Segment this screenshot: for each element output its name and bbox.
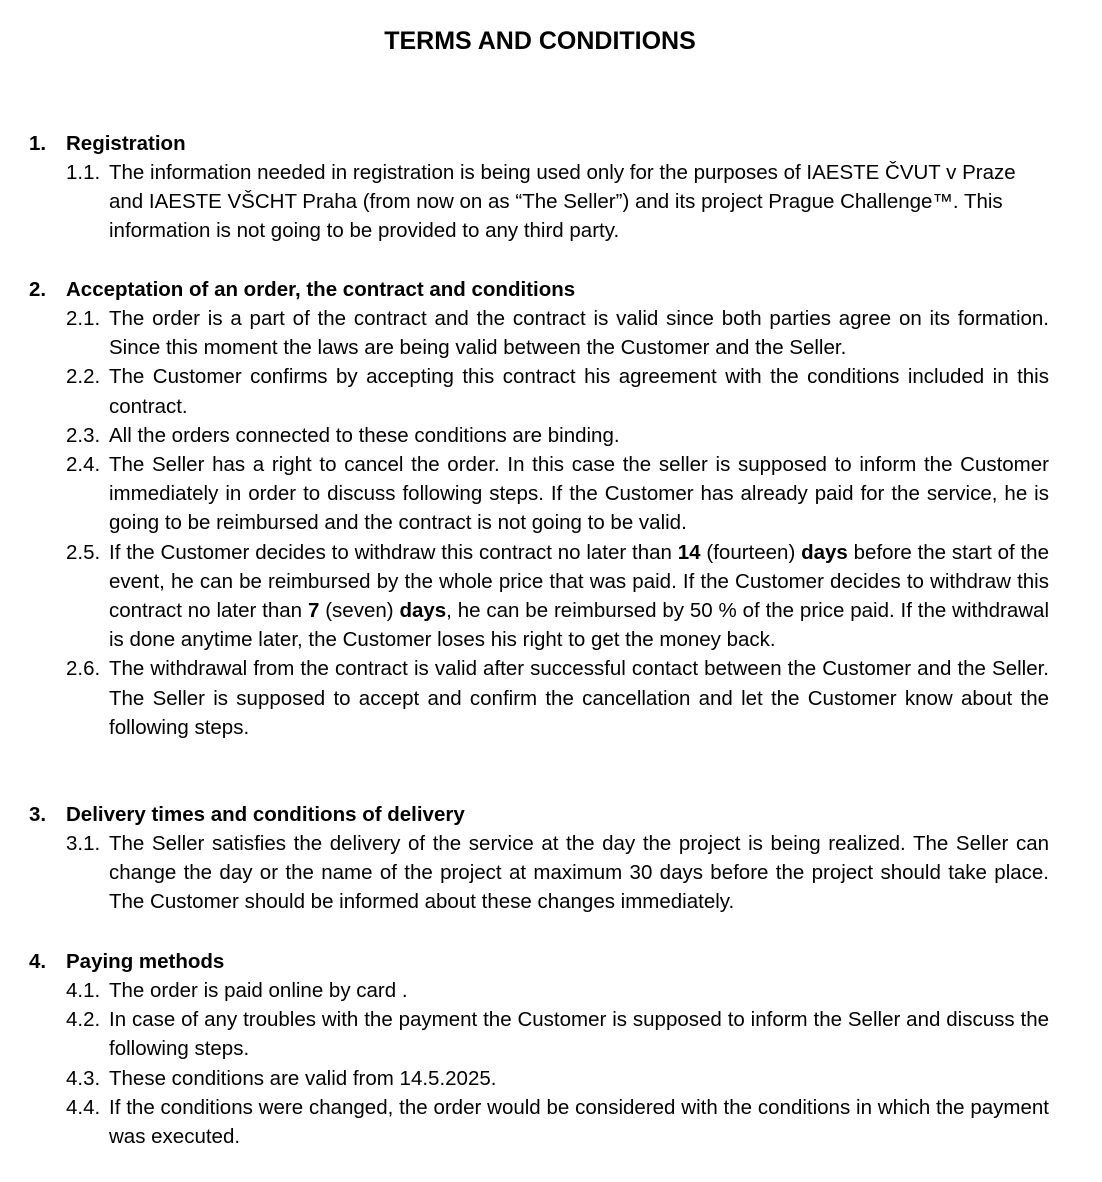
section-title: Paying methods (66, 950, 225, 973)
clause-number: 2.4. (66, 453, 101, 477)
clause (0, 1005, 1049, 1063)
clause-number: 2.2. (66, 365, 101, 389)
section-registration (0, 129, 1102, 246)
section-acceptation (0, 275, 1102, 742)
clause-number: 4.2. (66, 1008, 101, 1032)
clause (0, 158, 1049, 246)
section-number: 3. (29, 803, 47, 826)
section-title: Delivery times and conditions of delivery (66, 803, 465, 826)
clause-segment: , he can be reimbursed by 50 % of the price paid. If the withdrawal is done anytime later, the Customer loses his right to get the money back. (109, 599, 1049, 652)
clause (0, 421, 1049, 450)
clause-number: 2.5. (66, 540, 101, 564)
section-heading (0, 800, 1102, 829)
page-title: TERMS AND CONDITIONS (384, 27, 696, 55)
section-paying-methods (0, 947, 1102, 1151)
clause (0, 1064, 1049, 1093)
clause-text: The Seller satisfies the delivery of the service at the day the project is being realized. The Seller can change the day or the name of the project at maximum 30 days before the project should take place. The Customer should be informed about these changes immediately. (109, 832, 1049, 914)
clause (0, 362, 1049, 420)
clause-segment-bold: days (801, 540, 848, 564)
clause-segment: (fourteen) (700, 540, 802, 564)
clause-segment-bold: days (399, 599, 447, 623)
clause-text: The order is paid online by card . (109, 979, 408, 1002)
clause-segment: If the Customer decides to withdraw this contract no later than (109, 540, 678, 564)
section-heading (0, 947, 1102, 976)
clause-number: 1.1. (66, 161, 101, 184)
clause-segment: (seven) (319, 599, 400, 623)
clause-text: If the conditions were changed, the order would be considered with the conditions in which the payment was executed. (109, 1095, 1049, 1149)
clause-text: In case of any troubles with the payment the Customer is supposed to inform the Seller and discuss the following steps. (109, 1008, 1049, 1061)
section-number: 2. (29, 278, 47, 301)
section-title: Registration (66, 132, 186, 155)
clause-text: The information needed in registration is being used only for the purposes of IAESTE ČVUT v Praze and IAESTE VŠCHT Praha (from now on as “The Seller”) and its project Prague Challenge™. This information is not going to be provided to any third party. (109, 161, 1016, 243)
section-delivery (0, 800, 1102, 917)
clause-text: The Seller has a right to cancel the order. In this case the seller is supposed to inform the Customer immediately in order to discuss following steps. If the Customer has already paid for the service, he is going to be reimbursed and the contract is not going to be valid. (109, 453, 1049, 535)
clause-text: All the orders connected to these conditions are binding. (109, 423, 620, 447)
clause (0, 976, 1049, 1005)
clause (0, 304, 1049, 362)
clause-text: The withdrawal from the contract is valid after successful contact between the Customer and the Seller. The Seller is supposed to accept and confirm the cancellation and let the Customer know about the following steps. (109, 657, 1049, 739)
clause-number: 4.4. (66, 1095, 101, 1119)
section-heading (0, 275, 1102, 304)
section-number: 4. (29, 950, 47, 973)
clause-segment-bold: 14 (677, 540, 701, 564)
clause (0, 538, 1049, 655)
clause-segment: before the start of the event, he can be reimbursed by the whole price that was paid. If the Customer decides to withdraw this contract no later than (109, 540, 1049, 623)
section-number: 1. (29, 132, 47, 155)
clause-number: 2.6. (66, 657, 101, 681)
clause (0, 654, 1049, 742)
clause (0, 450, 1049, 538)
clause-text: These conditions are valid from 14.5.2025. (109, 1066, 497, 1090)
clause-number: 4.1. (66, 979, 101, 1002)
clause-text: The Customer confirms by accepting this contract his agreement with the conditions included in this contract. (109, 365, 1049, 418)
clause-text-rich (109, 538, 1049, 655)
clause-text: The order is a part of the contract and the contract is valid since both parties agree on its formation. Since this moment the laws are being valid between the Customer and the Seller. (109, 307, 1049, 360)
section-title: Acceptation of an order, the contract and conditions (66, 278, 576, 301)
clause-number: 4.3. (66, 1066, 101, 1090)
section-heading (0, 129, 1102, 158)
clause-segment-bold: 7 (307, 599, 320, 623)
clause-number: 3.1. (66, 832, 101, 855)
clause (0, 1093, 1049, 1151)
clause (0, 829, 1049, 917)
clause-number: 2.3. (66, 423, 101, 447)
clause-number: 2.1. (66, 307, 101, 330)
